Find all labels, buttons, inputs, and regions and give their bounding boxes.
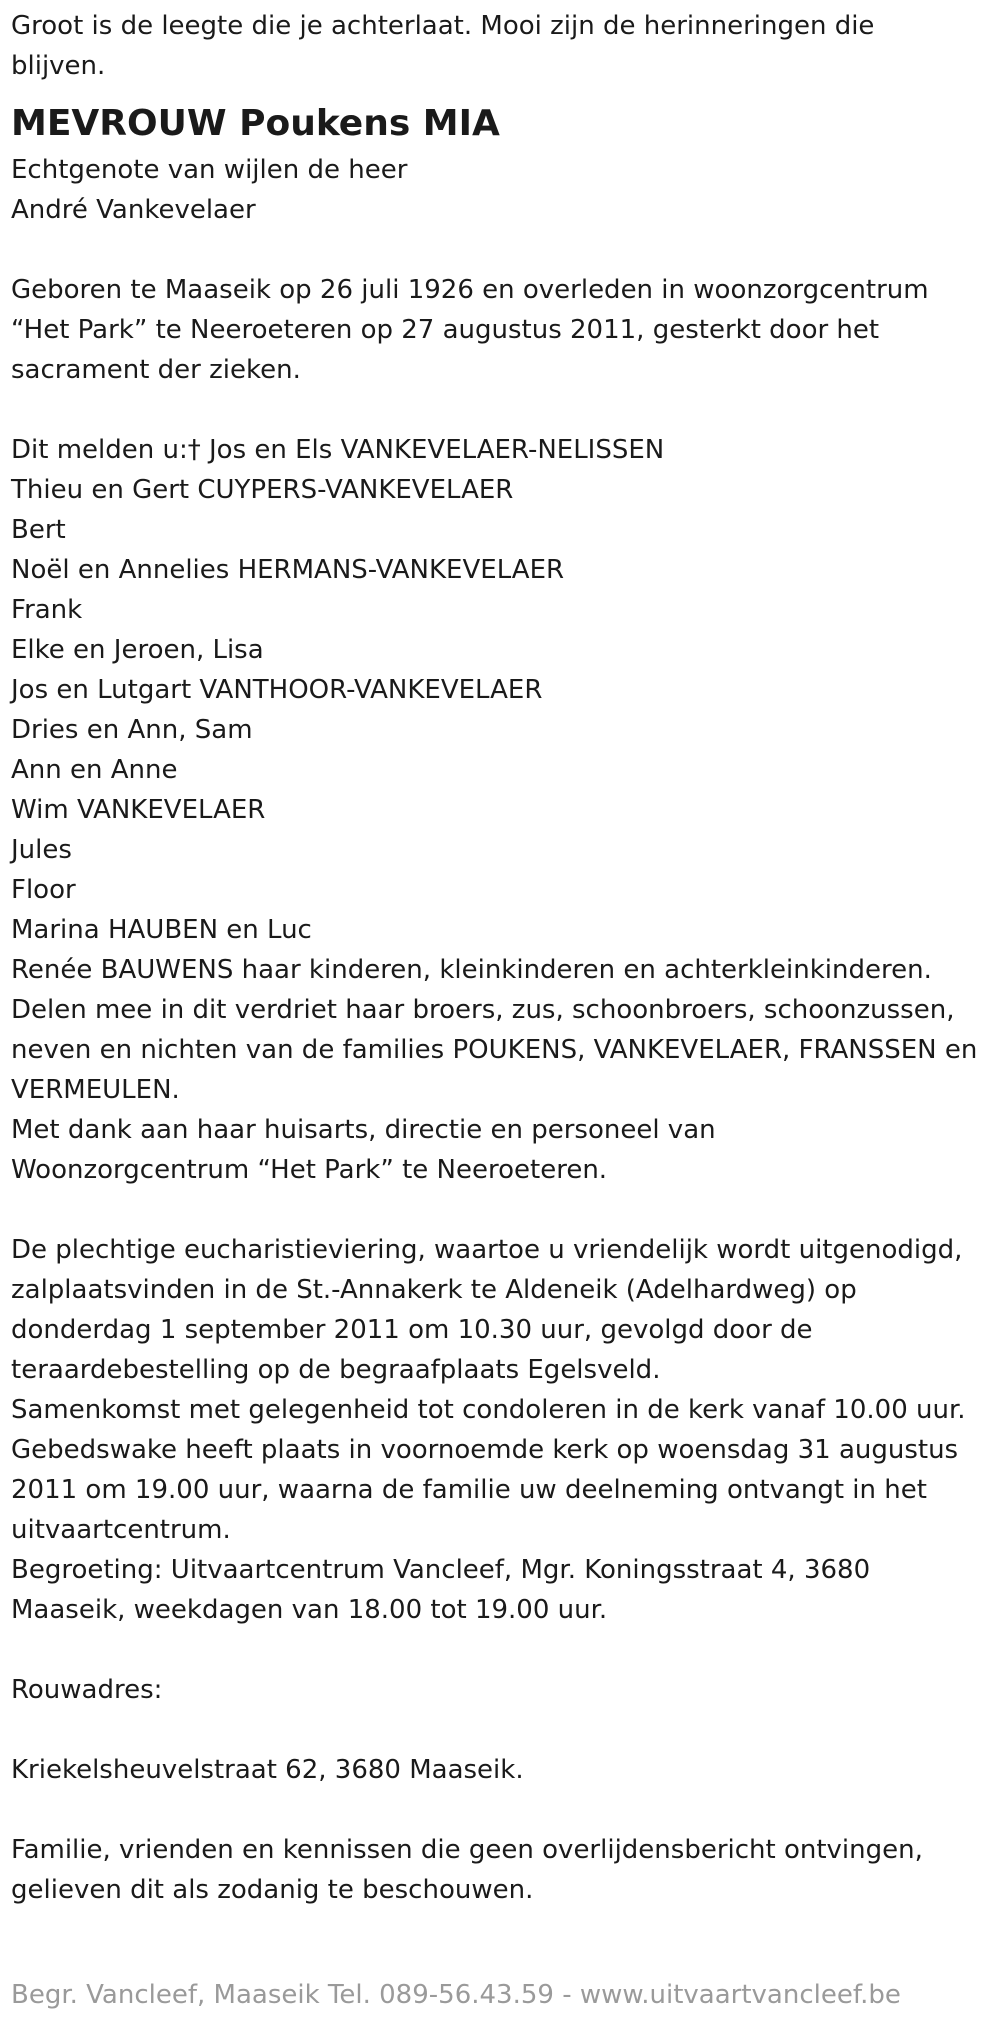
funeral-home-footer: Begr. Vancleef, Maaseik Tel. 089-56.43.59 - www.uitvaartvancleef.be	[11, 1980, 901, 2010]
mourner-line: VERMEULEN.	[11, 1075, 180, 1105]
address-value: Kriekelsheuvelstraat 62, 3680 Maaseik.	[11, 1755, 524, 1785]
spouse-line: Echtgenote van wijlen de heer	[11, 155, 408, 185]
ceremony-block	[11, 1230, 996, 1630]
mourner-line: Thieu en Gert CUYPERS-VANKEVELAER	[11, 475, 514, 505]
spouse-block	[11, 150, 996, 230]
ceremony-line: donderdag 1 september 2011 om 10.30 uur, gevolgd door de	[11, 1315, 813, 1345]
spacer	[11, 1790, 996, 1830]
address-label: Rouwadres:	[11, 1675, 163, 1705]
mourner-line: Renée BAUWENS haar kinderen, kleinkinderen en achterkleinkinderen.	[11, 955, 932, 985]
mourner-line: Jos en Lutgart VANTHOOR-VANKEVELAER	[11, 675, 543, 705]
quote-line: Groot is de leegte die je achterlaat. Mooi zijn de herinneringen die	[11, 11, 875, 41]
mourner-line: Elke en Jeroen, Lisa	[11, 635, 264, 665]
spacer	[11, 230, 996, 270]
ceremony-line: teraardebestelling op de begraafplaats Egelsveld.	[11, 1355, 661, 1385]
ceremony-line: Begroeting: Uitvaartcentrum Vancleef, Mgr. Koningsstraat 4, 3680	[11, 1555, 871, 1585]
quote-line: blijven.	[11, 51, 106, 81]
closing-block	[11, 1830, 996, 1910]
mourner-line: Delen mee in dit verdriet haar broers, zus, schoonbroers, schoonzussen,	[11, 995, 955, 1025]
mourner-line: Bert	[11, 515, 66, 545]
birth-death-line: “Het Park” te Neeroeteren op 27 augustus 2011, gesterkt door het	[11, 315, 880, 345]
mourners-block	[11, 430, 996, 1190]
mourner-line: Woonzorgcentrum “Het Park” te Neeroeteren.	[11, 1155, 608, 1185]
mourner-line: Dries en Ann, Sam	[11, 715, 253, 745]
closing-line: Familie, vrienden en kennissen die geen overlijdensbericht ontvingen,	[11, 1835, 923, 1865]
mourner-line: Wim VANKEVELAER	[11, 795, 266, 825]
ceremony-line: zalplaatsvinden in de St.-Annakerk te Aldeneik (Adelhardweg) op	[11, 1275, 857, 1305]
deceased-name: MEVROUW Poukens MIA	[11, 103, 500, 144]
ceremony-line: uitvaartcentrum.	[11, 1515, 231, 1545]
birth-death-line: Geboren te Maaseik op 26 juli 1926 en overleden in woonzorgcentrum	[11, 275, 929, 305]
mourner-line: neven en nichten van de families POUKENS, VANKEVELAER, FRANSSEN en	[11, 1035, 978, 1065]
birth-death-block	[11, 270, 996, 390]
spouse-line: André Vankevelaer	[11, 195, 256, 225]
spacer	[11, 1630, 996, 1670]
ceremony-line: Gebedswake heeft plaats in voornoemde kerk op woensdag 31 augustus	[11, 1435, 959, 1465]
spacer	[11, 390, 996, 430]
ceremony-line: De plechtige eucharistieviering, waartoe u vriendelijk wordt uitgenodigd,	[11, 1235, 963, 1265]
closing-line: gelieven dit als zodanig te beschouwen.	[11, 1875, 534, 1905]
ceremony-line: Samenkomst met gelegenheid tot condoleren in de kerk vanaf 10.00 uur.	[11, 1395, 966, 1425]
obituary-notice	[11, 6, 996, 1910]
mourner-line: Met dank aan haar huisarts, directie en personeel van	[11, 1115, 716, 1145]
mourner-line: Noël en Annelies HERMANS-VANKEVELAER	[11, 555, 565, 585]
birth-death-line: sacrament der zieken.	[11, 355, 301, 385]
ceremony-line: 2011 om 19.00 uur, waarna de familie uw deelneming ontvangt in het	[11, 1475, 927, 1505]
mourner-line: Dit melden u:† Jos en Els VANKEVELAER-NELISSEN	[11, 435, 665, 465]
mourner-line: Ann en Anne	[11, 755, 178, 785]
spacer	[11, 1190, 996, 1230]
ceremony-line: Maaseik, weekdagen van 18.00 tot 19.00 uur.	[11, 1595, 608, 1625]
spacer	[11, 1710, 996, 1750]
quote-block	[11, 6, 996, 86]
mourner-line: Jules	[11, 835, 72, 865]
mourner-line: Marina HAUBEN en Luc	[11, 915, 312, 945]
mourner-line: Frank	[11, 595, 83, 625]
mourner-line: Floor	[11, 875, 76, 905]
